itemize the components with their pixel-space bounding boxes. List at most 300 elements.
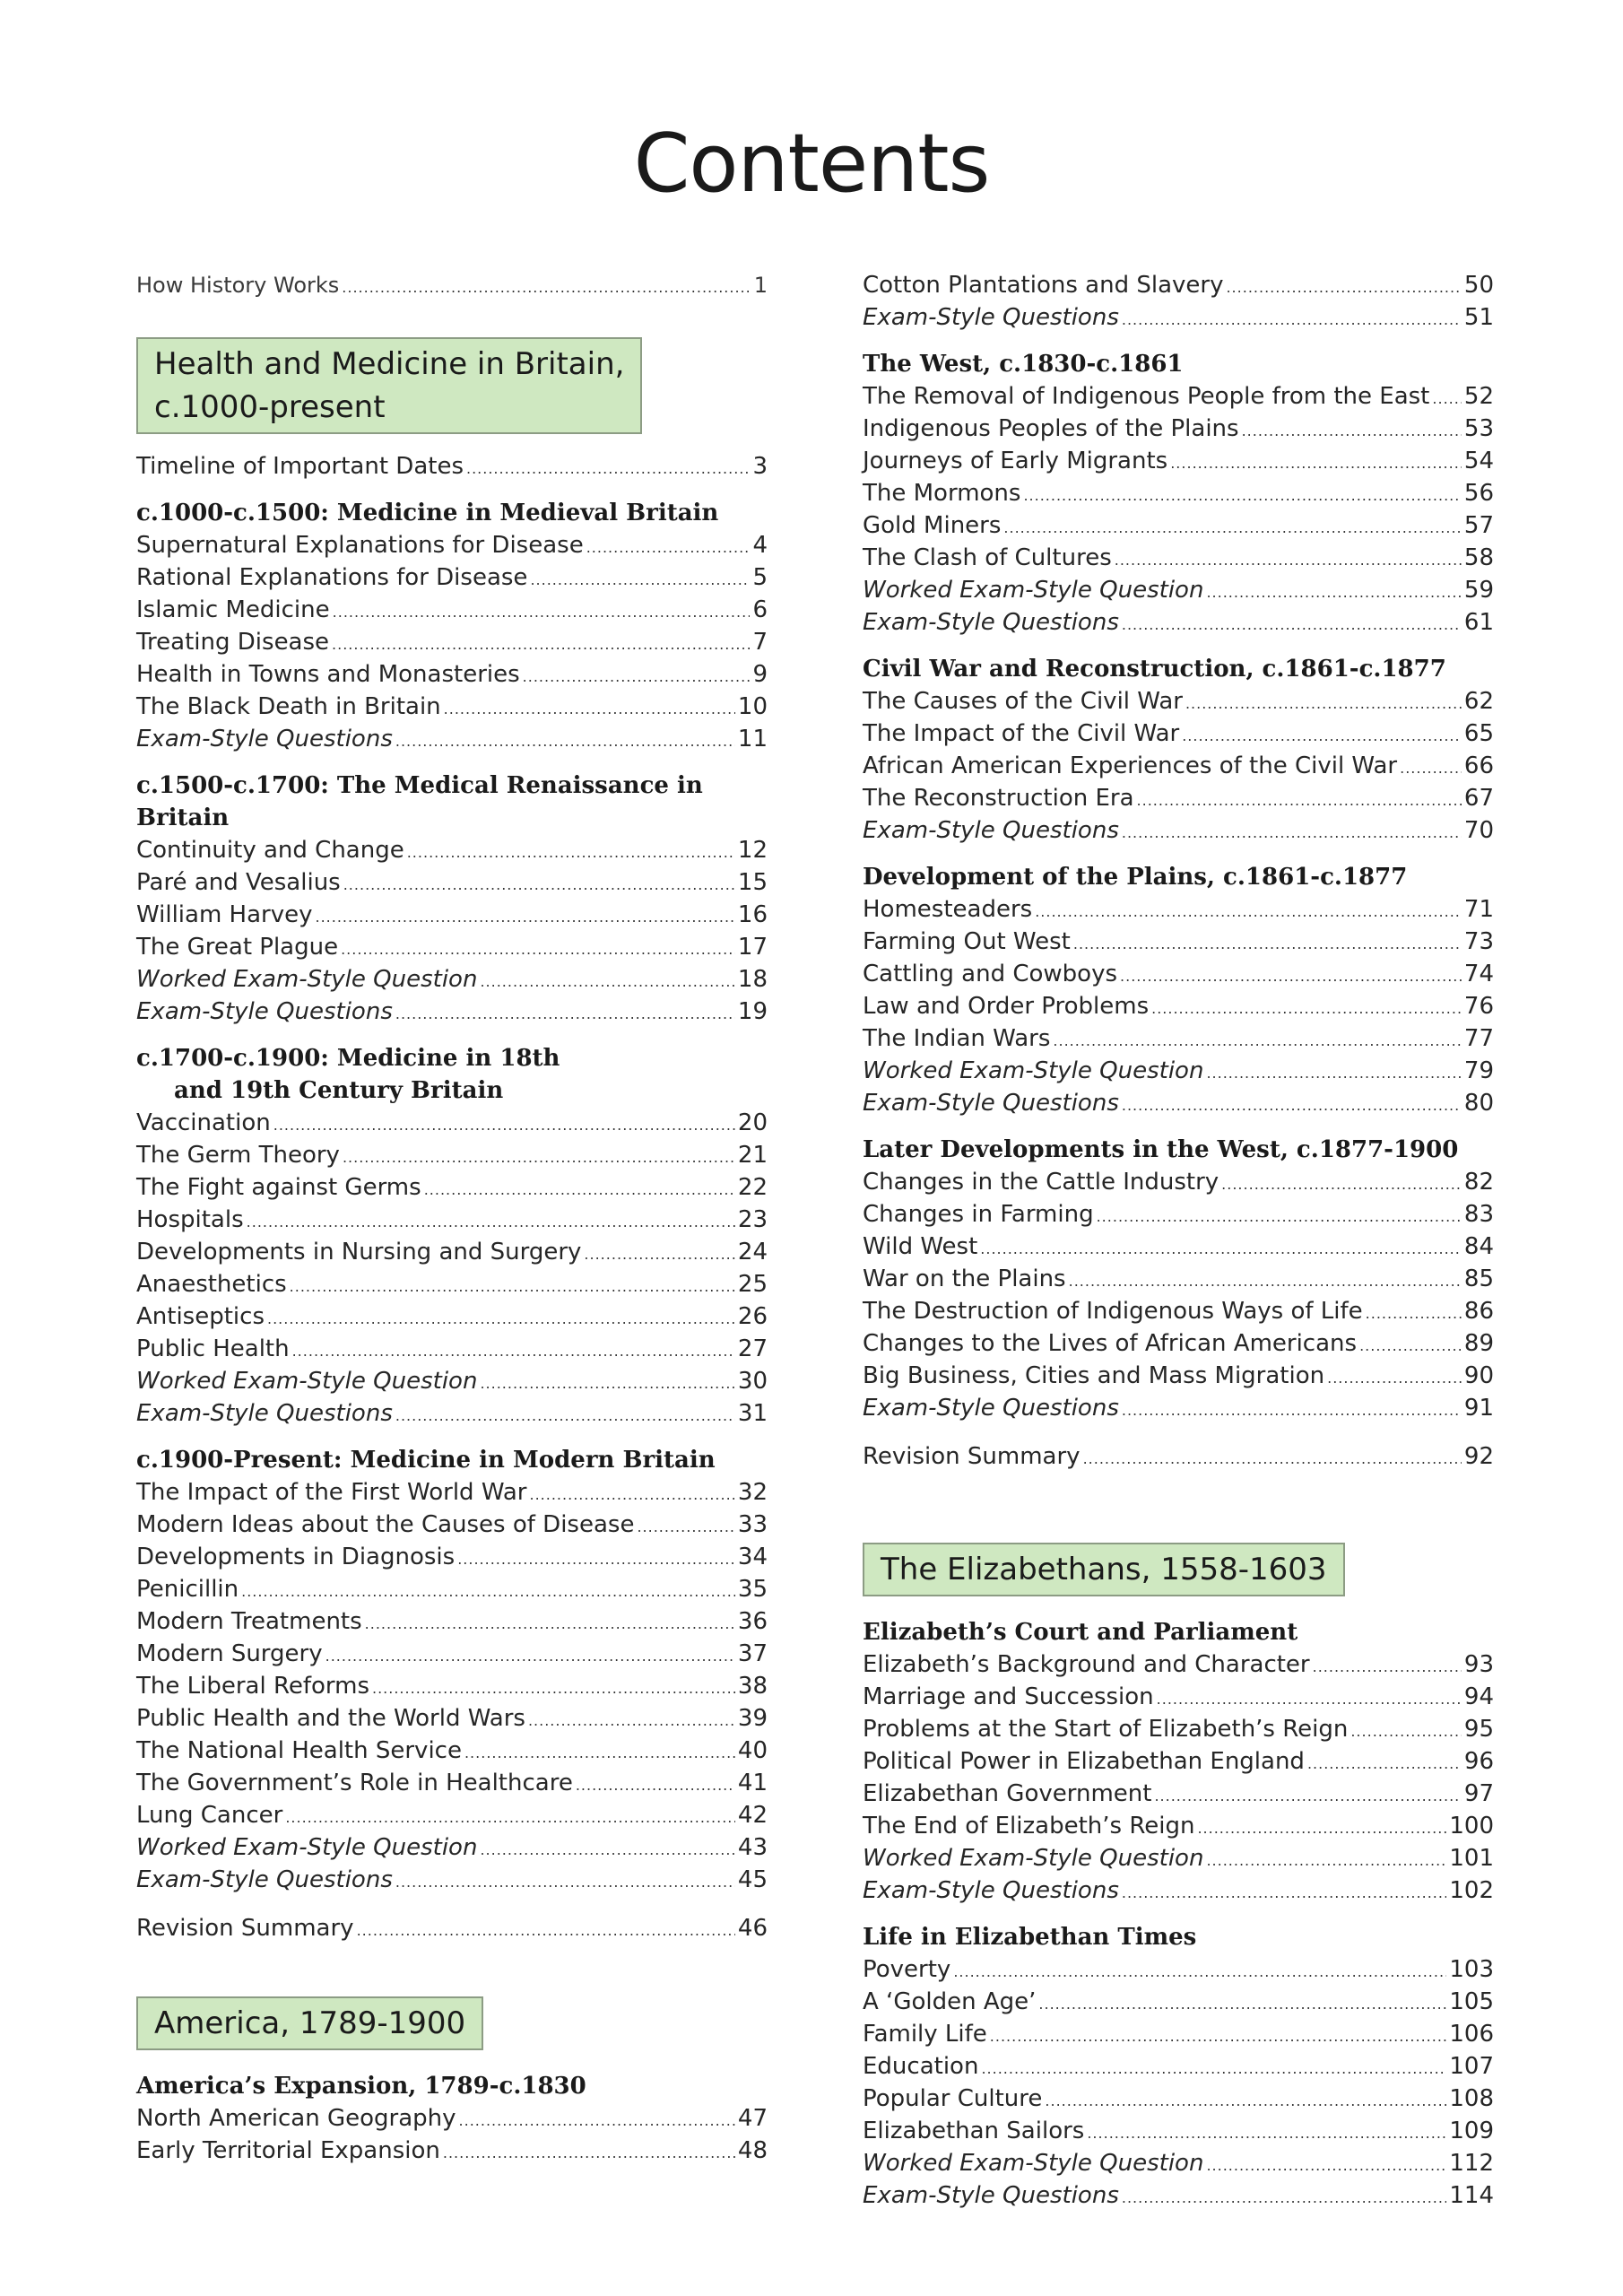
entry-page: 107 xyxy=(1449,2053,1494,2080)
entry-title: The Reconstruction Era xyxy=(863,785,1134,812)
entry-title: Popular Culture xyxy=(863,2085,1043,2112)
entry-page: 79 xyxy=(1463,1057,1494,1084)
toc-entry[interactable] xyxy=(863,477,1494,509)
leader-dots xyxy=(480,1368,734,1400)
entry-page: 7 xyxy=(752,629,768,656)
toc-entry[interactable] xyxy=(136,450,768,483)
entry-page: 54 xyxy=(1463,448,1494,474)
toc-entry[interactable] xyxy=(863,1263,1494,1295)
toc-entry[interactable] xyxy=(863,2115,1494,2147)
toc-entry[interactable] xyxy=(863,301,1494,334)
toc-entry[interactable] xyxy=(136,1702,768,1735)
entry-title: Cattling and Cowboys xyxy=(863,961,1118,987)
leader-dots xyxy=(1182,720,1462,752)
toc-entry[interactable] xyxy=(863,893,1494,926)
leader-dots xyxy=(1197,1813,1446,1845)
toc-entry[interactable] xyxy=(863,1087,1494,1119)
entry-title: Elizabethan Government xyxy=(863,1780,1152,1807)
entry-page: 53 xyxy=(1463,415,1494,442)
leader-dots xyxy=(292,1335,735,1368)
toc-entry[interactable] xyxy=(136,1638,768,1670)
leader-dots xyxy=(343,869,735,901)
toc-entry[interactable] xyxy=(136,1236,768,1268)
entry-title: The Government’s Role in Healthcare xyxy=(136,1770,573,1796)
entry-title: The Impact of the First World War xyxy=(136,1479,527,1506)
leader-dots xyxy=(1122,1090,1462,1122)
leader-dots xyxy=(290,1271,735,1303)
leader-dots xyxy=(395,1866,735,1899)
entry-title: Wild West xyxy=(863,1233,978,1260)
toc-entry[interactable] xyxy=(136,1573,768,1605)
leader-dots xyxy=(1083,1443,1462,1475)
toc-entry[interactable] xyxy=(136,1107,768,1139)
toc-entry[interactable] xyxy=(136,1864,768,1896)
entry-title: Exam-Style Questions xyxy=(863,2182,1119,2209)
entry-title: Exam-Style Questions xyxy=(863,609,1119,636)
entry-page: 73 xyxy=(1463,928,1494,955)
toc-entry[interactable] xyxy=(136,834,768,866)
entry-list xyxy=(136,1107,768,1430)
toc-entry[interactable] xyxy=(136,2135,768,2167)
entry-title: Health in Towns and Monasteries xyxy=(136,661,520,688)
entry-page: 11 xyxy=(737,726,768,752)
toc-entry[interactable] xyxy=(863,445,1494,477)
entry-page: 16 xyxy=(737,901,768,928)
toc-entry[interactable] xyxy=(136,723,768,755)
toc-entry[interactable] xyxy=(863,750,1494,782)
leader-dots xyxy=(1350,1716,1462,1748)
leader-dots xyxy=(981,2053,1446,2085)
leader-dots xyxy=(584,1239,734,1271)
page-title: Contents xyxy=(633,117,990,211)
toc-entry[interactable] xyxy=(136,1476,768,1509)
entry-page: 85 xyxy=(1463,1265,1494,1292)
leader-dots xyxy=(424,1174,735,1206)
entry-title: Exam-Style Questions xyxy=(863,1395,1119,1422)
entry-title: Public Health and the World Wars xyxy=(136,1705,525,1732)
entry-title: Early Territorial Expansion xyxy=(136,2137,440,2164)
toc-entry[interactable] xyxy=(863,1842,1494,1874)
entry-title: Islamic Medicine xyxy=(136,596,330,623)
toc-entry[interactable] xyxy=(863,1231,1494,1263)
leader-dots xyxy=(407,837,735,869)
toc-entry[interactable] xyxy=(136,658,768,691)
entry-title: Worked Exam-Style Question xyxy=(136,1368,478,1395)
entry-page: 30 xyxy=(737,1368,768,1395)
leader-dots xyxy=(1327,1362,1462,1395)
leader-dots xyxy=(1122,2182,1446,2214)
entry-title: The Causes of the Civil War xyxy=(863,688,1183,715)
entry-title: William Harvey xyxy=(136,901,313,928)
entry-title: The Destruction of Indigenous Ways of Life xyxy=(863,1298,1363,1325)
toc-entry[interactable] xyxy=(136,1397,768,1430)
leader-dots xyxy=(1226,272,1461,304)
entry-page: 40 xyxy=(737,1737,768,1764)
subsection-heading: Later Developments in the West, c.1877-1900 xyxy=(863,1136,1459,1163)
entry-page: 109 xyxy=(1449,2118,1494,2144)
leader-dots xyxy=(395,998,735,1031)
entry-title: The Clash of Cultures xyxy=(863,544,1112,571)
toc-entry[interactable] xyxy=(863,1055,1494,1087)
leader-dots xyxy=(1038,1988,1446,2021)
entry-title: Penicillin xyxy=(136,1576,239,1603)
toc-entry[interactable] xyxy=(863,574,1494,606)
right-column xyxy=(863,269,1494,2212)
entry-page: 58 xyxy=(1463,544,1494,571)
subsection-heading: Life in Elizabethan Times xyxy=(863,1924,1197,1951)
entry-title: Law and Order Problems xyxy=(863,993,1150,1020)
leader-dots xyxy=(586,532,751,564)
entry-title: Exam-Style Questions xyxy=(863,1877,1119,1904)
entry-page: 21 xyxy=(737,1142,768,1169)
toc-entry[interactable] xyxy=(136,691,768,723)
entry-title: Antiseptics xyxy=(136,1303,265,1330)
section-heading-elizabethans: The Elizabethans, 1558-1603 xyxy=(863,1543,1345,1596)
entry-list xyxy=(863,380,1494,639)
entry-page: 94 xyxy=(1463,1683,1494,1710)
entry-page: 33 xyxy=(737,1511,768,1538)
entry-title: Worked Exam-Style Question xyxy=(136,966,478,993)
toc-entry[interactable] xyxy=(863,2083,1494,2115)
leader-dots xyxy=(1242,415,1462,448)
toc-entry[interactable] xyxy=(136,1509,768,1541)
toc-entry[interactable] xyxy=(136,1767,768,1799)
entry-page: 89 xyxy=(1463,1330,1494,1357)
leader-dots xyxy=(1366,1298,1462,1330)
entry-page: 10 xyxy=(737,693,768,720)
leader-dots xyxy=(1122,609,1462,641)
toc-entry[interactable] xyxy=(136,1799,768,1831)
entry-page: 97 xyxy=(1463,1780,1494,1807)
entry-page: 66 xyxy=(1463,752,1494,779)
entry-title: The Indian Wars xyxy=(863,1025,1051,1052)
entry-page: 42 xyxy=(737,1802,768,1829)
toc-entry[interactable] xyxy=(136,1204,768,1236)
entry-title: Modern Surgery xyxy=(136,1640,323,1667)
subsection-heading: c.1900-Present: Medicine in Modern Britain xyxy=(136,1447,716,1474)
entry-title: Exam-Style Questions xyxy=(863,817,1119,844)
toc-entry[interactable] xyxy=(136,529,768,561)
entry-list xyxy=(863,1953,1494,2212)
subsection-heading: America’s Expansion, 1789-c.1830 xyxy=(136,2073,586,2100)
entry-title: The National Health Service xyxy=(136,1737,462,1764)
leader-dots xyxy=(241,1576,735,1608)
toc-entry[interactable] xyxy=(863,958,1494,990)
leader-dots xyxy=(357,1915,735,1947)
entry-title: Education xyxy=(863,2053,979,2080)
leader-dots xyxy=(1359,1330,1462,1362)
leader-dots xyxy=(1151,993,1462,1025)
leader-dots xyxy=(1120,961,1462,993)
entry-title: Lung Cancer xyxy=(136,1802,283,1829)
subsection-heading: Civil War and Reconstruction, c.1861-c.1877 xyxy=(863,656,1446,683)
toc-entry[interactable] xyxy=(863,269,1494,301)
entry-page: 20 xyxy=(737,1109,768,1136)
leader-dots xyxy=(1097,1201,1462,1233)
leader-dots xyxy=(267,1303,735,1335)
leader-dots xyxy=(1313,1651,1462,1683)
toc-entry[interactable] xyxy=(136,1831,768,1864)
entry-page: 93 xyxy=(1463,1651,1494,1678)
toc-entry[interactable] xyxy=(136,1333,768,1365)
toc-entry[interactable] xyxy=(863,990,1494,1022)
leader-dots xyxy=(444,693,735,726)
toc-entry[interactable] xyxy=(863,2050,1494,2083)
entry-page: 51 xyxy=(1463,304,1494,331)
toc-entry[interactable] xyxy=(863,1295,1494,1327)
toc-entry[interactable] xyxy=(136,1735,768,1767)
toc-entry[interactable] xyxy=(863,1022,1494,1055)
entry-page: 9 xyxy=(752,661,768,688)
leader-dots xyxy=(1221,1169,1462,1201)
entry-page: 27 xyxy=(737,1335,768,1362)
entry-title: Treating Disease xyxy=(136,629,330,656)
toc-entry[interactable] xyxy=(863,606,1494,639)
toc-entry[interactable] xyxy=(863,1327,1494,1360)
leader-dots xyxy=(443,2137,735,2170)
leader-dots xyxy=(1003,512,1461,544)
entry-list xyxy=(863,1648,1494,1907)
entry-page: 108 xyxy=(1449,2085,1494,2112)
entry-page: 24 xyxy=(737,1239,768,1265)
entry-title: The Great Plague xyxy=(136,934,339,961)
toc-entry[interactable] xyxy=(863,2147,1494,2179)
entry-title: Gold Miners xyxy=(863,512,1002,539)
toc-entry[interactable] xyxy=(136,963,768,996)
leader-dots xyxy=(316,901,735,934)
entry-page: 50 xyxy=(1463,272,1494,299)
entry-list xyxy=(863,893,1494,1119)
entry-page: 62 xyxy=(1463,688,1494,715)
entry-page: 65 xyxy=(1463,720,1494,747)
entry-page: 12 xyxy=(737,837,768,864)
entry-title: Problems at the Start of Elizabeth’s Reign xyxy=(863,1716,1349,1743)
toc-entry[interactable] xyxy=(863,814,1494,847)
leader-dots xyxy=(372,1673,735,1705)
leader-dots xyxy=(523,661,751,693)
toc-entry[interactable] xyxy=(863,509,1494,542)
entry-title: Timeline of Important Dates xyxy=(136,453,464,480)
entry-title: Paré and Vesalius xyxy=(136,869,341,896)
entry-title: Hospitals xyxy=(136,1206,244,1233)
leader-dots xyxy=(1185,688,1462,720)
entry-page: 48 xyxy=(737,2137,768,2164)
entry-list xyxy=(863,685,1494,847)
toc-entry[interactable] xyxy=(863,1681,1494,1713)
toc-entry[interactable] xyxy=(136,899,768,931)
leader-dots xyxy=(637,1511,734,1544)
entry-page: 36 xyxy=(737,1608,768,1635)
subsection-heading: Development of the Plains, c.1861-c.1877 xyxy=(863,864,1408,891)
leader-dots xyxy=(342,272,751,304)
entry-page: 114 xyxy=(1449,2182,1494,2209)
toc-entry[interactable] xyxy=(136,1268,768,1300)
leader-dots xyxy=(332,629,750,661)
toc-entry[interactable] xyxy=(863,1166,1494,1198)
toc-entry[interactable] xyxy=(136,594,768,626)
leader-dots xyxy=(1206,577,1461,609)
toc-entry[interactable] xyxy=(136,1171,768,1204)
toc-entry[interactable] xyxy=(136,1912,768,1944)
entry-title: Worked Exam-Style Question xyxy=(863,1057,1204,1084)
leader-dots xyxy=(395,726,735,758)
entry-title: Exam-Style Questions xyxy=(863,304,1119,331)
entry-page: 71 xyxy=(1463,896,1494,923)
toc-entry[interactable] xyxy=(136,1541,768,1573)
entry-page: 22 xyxy=(737,1174,768,1201)
leader-dots xyxy=(1307,1748,1462,1780)
subsection-heading: The West, c.1830-c.1861 xyxy=(863,351,1184,378)
toc-entry[interactable] xyxy=(863,2179,1494,2212)
subsection-heading: c.1500-c.1700: The Medical Renaissance in Britain xyxy=(136,772,703,831)
toc-entry[interactable] xyxy=(136,1139,768,1171)
leader-dots xyxy=(990,2021,1447,2053)
toc-entry[interactable] xyxy=(863,1440,1494,1473)
entry-title: Rational Explanations for Disease xyxy=(136,564,528,591)
leader-dots xyxy=(466,453,750,485)
leader-dots xyxy=(530,1479,735,1511)
toc-entry[interactable] xyxy=(863,1713,1494,1745)
leader-dots xyxy=(1122,304,1462,336)
entry-title: The Germ Theory xyxy=(136,1142,340,1169)
toc-entry[interactable] xyxy=(863,1745,1494,1778)
entry-list xyxy=(863,1166,1494,1424)
entry-title: African American Experiences of the Civil War xyxy=(863,752,1398,779)
entry-title: Vaccination xyxy=(136,1109,271,1136)
entry-page: 112 xyxy=(1449,2150,1494,2177)
toc-entry[interactable] xyxy=(136,2102,768,2135)
leader-dots xyxy=(1035,896,1462,928)
entry-page: 43 xyxy=(737,1834,768,1861)
entry-page: 25 xyxy=(737,1271,768,1298)
entry-page: 4 xyxy=(752,532,768,559)
toc-entry[interactable] xyxy=(863,685,1494,718)
leader-dots xyxy=(247,1206,735,1239)
toc-entry[interactable] xyxy=(136,1670,768,1702)
toc-entry[interactable] xyxy=(863,1874,1494,1907)
subsection-heading: c.1700-c.1900: Medicine in 18th and 19th Century Britain xyxy=(136,1045,560,1104)
entry-page: 34 xyxy=(737,1544,768,1570)
entry-page: 103 xyxy=(1449,1956,1494,1983)
toc-entry[interactable] xyxy=(863,1360,1494,1392)
entry-page: 57 xyxy=(1463,512,1494,539)
entry-page: 38 xyxy=(737,1673,768,1700)
leader-dots xyxy=(1137,785,1462,817)
entry-list xyxy=(136,834,768,1028)
entry-page: 56 xyxy=(1463,480,1494,507)
entry-title: Developments in Nursing and Surgery xyxy=(136,1239,582,1265)
leader-dots xyxy=(273,1109,735,1142)
toc-entry[interactable] xyxy=(863,542,1494,574)
entry-title: The Impact of the Civil War xyxy=(863,720,1180,747)
entry-title: How History Works xyxy=(136,273,340,298)
entry-title: Public Health xyxy=(136,1335,290,1362)
leader-dots xyxy=(980,1233,1462,1265)
toc-entry[interactable] xyxy=(136,626,768,658)
entry-page: 92 xyxy=(1463,1443,1494,1470)
toc-entry[interactable] xyxy=(863,926,1494,958)
toc-entry[interactable] xyxy=(863,1392,1494,1424)
toc-entry[interactable] xyxy=(863,1986,1494,2018)
toc-entry[interactable] xyxy=(136,1300,768,1333)
leader-dots xyxy=(480,966,734,998)
toc-entry[interactable] xyxy=(136,931,768,963)
entry-page: 74 xyxy=(1463,961,1494,987)
leader-dots xyxy=(333,596,751,629)
entry-page: 15 xyxy=(737,869,768,896)
leader-dots xyxy=(395,1400,735,1432)
entry-title: Modern Ideas about the Causes of Disease xyxy=(136,1511,635,1538)
entry-title: Family Life xyxy=(863,2021,987,2048)
subsection-heading: Elizabeth’s Court and Parliament xyxy=(863,1619,1298,1646)
entry-title: Homesteaders xyxy=(863,896,1033,923)
toc-entry[interactable] xyxy=(136,561,768,594)
toc-entry[interactable] xyxy=(136,269,768,301)
leader-dots xyxy=(953,1956,1446,1988)
toc-entry[interactable] xyxy=(863,1953,1494,1986)
toc-entry[interactable] xyxy=(136,1605,768,1638)
entry-title: Worked Exam-Style Question xyxy=(136,1834,478,1861)
entry-title: Developments in Diagnosis xyxy=(136,1544,456,1570)
toc-entry[interactable] xyxy=(136,996,768,1028)
toc-entry[interactable] xyxy=(863,1810,1494,1842)
toc-entry[interactable] xyxy=(863,718,1494,750)
toc-entry[interactable] xyxy=(863,2018,1494,2050)
leader-dots xyxy=(1206,1845,1446,1877)
entry-title: Poverty xyxy=(863,1956,951,1983)
entry-page: 35 xyxy=(737,1576,768,1603)
leader-dots xyxy=(480,1834,734,1866)
leader-dots xyxy=(1206,1057,1461,1090)
entry-page: 102 xyxy=(1449,1877,1494,1904)
leader-dots xyxy=(1045,2085,1446,2118)
toc-entry[interactable] xyxy=(136,1365,768,1397)
leader-dots xyxy=(1053,1025,1462,1057)
toc-entry[interactable] xyxy=(863,1648,1494,1681)
entry-title: The Fight against Germs xyxy=(136,1174,421,1201)
entry-page: 84 xyxy=(1463,1233,1494,1260)
leader-dots xyxy=(1069,1265,1462,1298)
leader-dots xyxy=(530,564,750,596)
toc-entry[interactable] xyxy=(863,380,1494,413)
leader-dots xyxy=(528,1705,735,1737)
entry-page: 1 xyxy=(753,273,768,298)
entry-page: 106 xyxy=(1449,2021,1494,2048)
entry-title: The Black Death in Britain xyxy=(136,693,441,720)
leader-dots xyxy=(1400,752,1462,785)
toc-entry[interactable] xyxy=(136,866,768,899)
entry-page: 95 xyxy=(1463,1716,1494,1743)
leader-dots xyxy=(576,1770,735,1802)
entry-page: 3 xyxy=(752,453,768,480)
toc-entry[interactable] xyxy=(863,1198,1494,1231)
entry-list xyxy=(136,529,768,755)
entry-page: 82 xyxy=(1463,1169,1494,1196)
toc-entry[interactable] xyxy=(863,782,1494,814)
toc-entry[interactable] xyxy=(863,413,1494,445)
entry-page: 23 xyxy=(737,1206,768,1233)
leader-dots xyxy=(1122,1877,1446,1909)
leader-dots xyxy=(1023,480,1461,512)
leader-dots xyxy=(1157,1683,1462,1716)
entry-title: Worked Exam-Style Question xyxy=(863,1845,1204,1872)
entry-title: Journeys of Early Migrants xyxy=(863,448,1168,474)
entry-page: 80 xyxy=(1463,1090,1494,1117)
entry-title: Elizabethan Sailors xyxy=(863,2118,1085,2144)
leader-dots xyxy=(1122,1395,1462,1427)
toc-entry[interactable] xyxy=(863,1778,1494,1810)
leader-dots xyxy=(325,1640,735,1673)
